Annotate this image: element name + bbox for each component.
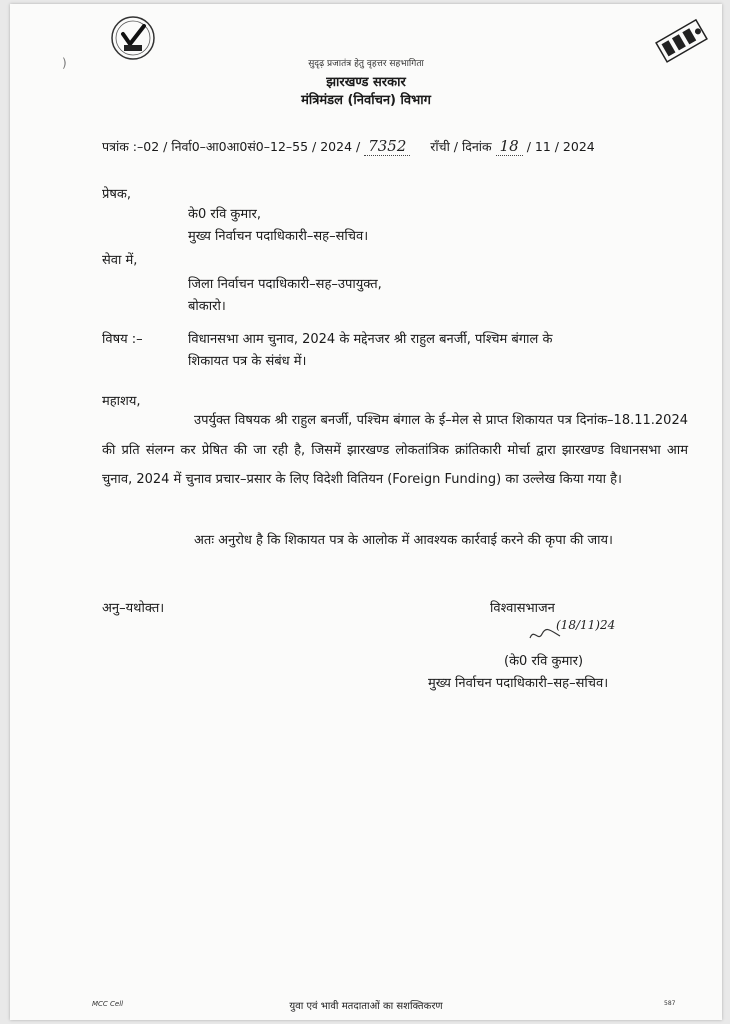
footer-left: MCC Cell — [92, 1000, 124, 1008]
margin-mark: ) — [62, 56, 67, 70]
body-paragraph-2 — [102, 526, 688, 556]
signature-name: (के0 रवि कुमार) — [504, 654, 584, 669]
header-government: झारखण्ड सरकार — [326, 75, 406, 90]
reference-prefix: पत्रांक :–02 / निर्वा0–आ0आ0सं0–12–55 / 2024 / — [102, 139, 361, 154]
signature-initials: (18/11)24 — [556, 618, 616, 632]
subject-line-2: शिकायत पत्र के संबंध में। — [188, 354, 307, 369]
recipient-place: बोकारो। — [188, 299, 226, 314]
subject-line-1: विधानसभा आम चुनाव, 2024 के मद्देनजर श्री राहुल बनर्जी, पश्चिम बंगाल के — [188, 332, 553, 347]
sender-label: प्रेषक, — [102, 187, 132, 202]
signature-designation: मुख्य निर्वाचन पदाधिकारी–सह–सचिव। — [428, 676, 609, 691]
body-paragraph-1 — [102, 406, 688, 495]
recipient-designation: जिला निर्वाचन पदाधिकारी–सह–उपायुक्त, — [188, 277, 382, 292]
footer-right: 587 — [664, 1000, 676, 1007]
salutation: महाशय, — [102, 394, 141, 409]
enclosure: अनु–यथोक्त। — [102, 601, 165, 616]
letter-page — [10, 4, 722, 1020]
reference-place-date: राँची / दिनांक — [430, 139, 492, 154]
reference-number: 7352 — [364, 137, 410, 156]
subject-label: विषय :– — [102, 332, 143, 347]
body-paragraph-2-text: अतः अनुरोध है कि शिकायत पत्र के आलोक में आवश्यक कार्रवाई करने की कृपा की जाय। — [194, 533, 613, 548]
footer-tagline: युवा एवं भावी मतदाताओं का सशक्तिकरण — [289, 1001, 443, 1012]
sender-name: के0 रवि कुमार, — [188, 207, 262, 222]
header-department: मंत्रिमंडल (निर्वाचन) विभाग — [301, 93, 431, 108]
header-motto: सुदृढ़ प्रजातंत्र हेतु वृहत्तर सहभागिता — [308, 59, 424, 69]
body-paragraph-1-text: उपर्युक्त विषयक श्री राहुल बनर्जी, पश्चिम बंगाल के ई–मेल से प्राप्त शिकायत पत्र दिनांक–18.11.2024 की प्रति संलग्न कर प्रेषित की जा रही है, जिसमें झारखण्ड लोकतांत्रिक क्रांतिकारी मोर्चा द्वारा झारखण्ड विधानसभा आम चुनाव, 2024 में चुनाव प्रचार–प्रसार के लिए विदेशी वितियन (Foreign Funding) का उल्लेख किया गया है। — [102, 413, 688, 487]
election-emblem-left-icon — [108, 14, 158, 62]
signature-scrawl-icon — [528, 624, 562, 644]
signature-closing: विश्वासभाजन — [490, 601, 555, 616]
reference-day: 18 — [496, 137, 523, 156]
sender-designation: मुख्य निर्वाचन पदाधिकारी–सह–सचिव। — [188, 229, 369, 244]
recipient-label: सेवा में, — [102, 253, 138, 268]
reference-line — [102, 137, 595, 156]
reference-month-year: / 11 / 2024 — [526, 139, 595, 154]
